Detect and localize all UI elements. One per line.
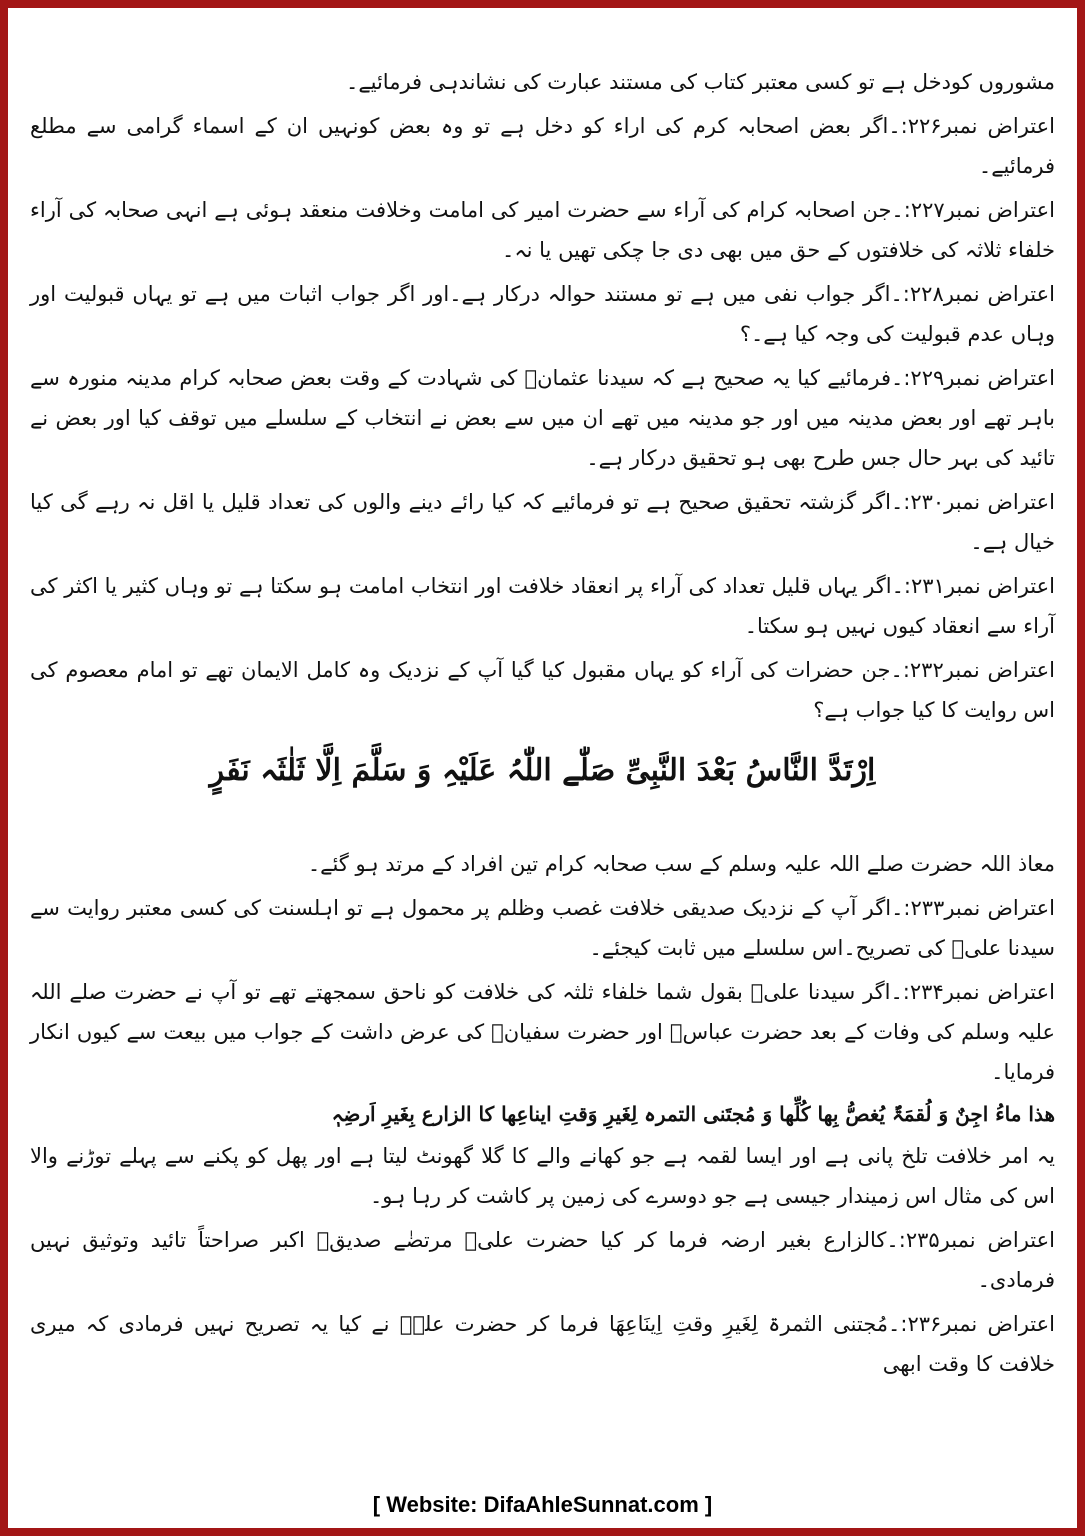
objection-235: اعتراض نمبر۲۳۵:۔کالزارع بغیر ارضہ فرما کر کیا حضرت علیؓ مرتضٰے صدیقؓ اکبر صراحتاً تائید وتوثیق نہیں فرمادی۔	[30, 1228, 1055, 1292]
document-body	[22, 62, 1063, 1484]
translation-note: معاذ اللہ حضرت صلے اللہ علیہ وسلم کے سب صحابہ کرام تین افراد کے مرتد ہو گئے۔	[307, 852, 1055, 876]
objection-230: اعتراض نمبر۲۳۰:۔اگر گزشتہ تحقیق صحیح ہے تو فرمائیے کہ کیا رائے دینے والوں کی تعداد قلیل یا اقل نہ رہے گی کیا خیال ہے۔	[30, 490, 1055, 554]
arabic-saying: ھذا ماءُ اجِنٌ وَ لُقمَۃٌ یُغصُّ بِھا کُلِّھا وَ مُجتَنی التمرہ لِغَیرِ وَقتِ ایناعِھا کا الزارع بِغَیرِ اَرضِہٖ	[331, 1102, 1055, 1126]
arabic-quote: اِرْتَدَّ النَّاسُ بَعْدَ النَّبِیِّ صَلّٰے اللّٰہُ عَلَیْہِ وَ سَلَّمَ اِلَّا ثَلٰثَہ نَفَرٍ	[209, 753, 876, 788]
objection-227: اعتراض نمبر۲۲۷:۔جن اصحابہ کرام کی آراء سے حضرت امیر کی امامت وخلافت منعقد ہوئی ہے انہی صحابہ کی آراء خلفاء ثلاثہ کی خلافتوں کے حق میں بھی دی جا چکی تھیں یا نہ۔	[30, 198, 1055, 262]
objection-236: اعتراض نمبر۲۳۶:۔مُجتنی الثمرۃ لِغَیرِ وقتِ اِینَاعِھَا فرما کر حضرت علےؓ نے کیا یہ تصریح نہیں فرمادی کہ میری خلافت کا وقت ابھی	[30, 1312, 1055, 1376]
objection-228: اعتراض نمبر۲۲۸:۔اگر جواب نفی میں ہے تو مستند حوالہ درکار ہے۔اور اگر جواب اثبات میں ہے تو یہاں قبولیت اور وہاں عدم قبولیت کی وجہ کیا ہے۔؟	[30, 282, 1055, 346]
objection-231: اعتراض نمبر۲۳۱:۔اگر یہاں قلیل تعداد کی آراء پر انعقاد خلافت اور انتخاب امامت ہو سکتا ہے تو وہاں کثیر یا اکثر کی آراء سے انعقاد کیوں نہیں ہو سکتا۔	[30, 574, 1055, 638]
objection-232: اعتراض نمبر۲۳۲:۔جن حضرات کی آراء کو یہاں مقبول کیا گیا آپ کے نزدیک وہ کامل الایمان تھے تو امام معصوم کی اس روایت کا کیا جواب ہے؟	[30, 658, 1055, 722]
objection-229: اعتراض نمبر۲۲۹:۔فرمائیے کیا یہ صحیح ہے کہ سیدنا عثمانؓ کی شہادت کے وقت بعض صحابہ کرام مدینہ منورہ سے باہر تھے اور بعض مدینہ میں اور جو مدینہ میں تھے ان میں سے بعض نے انتخاب کے سلسلے میں توقف کیا اور بعض نے تائید کی بہر حال جس طرح بھی ہو تحقیق درکار ہے۔	[30, 366, 1055, 470]
objection-233: اعتراض نمبر۲۳۳:۔اگر آپ کے نزدیک صدیقی خلافت غصب وظلم پر محمول ہے تو اہلسنت کی کسی معتبر روایت سے سیدنا علیؓ کی تصریح۔اس سلسلے میں ثابت کیجئے۔	[30, 896, 1055, 960]
paragraph: مشوروں کودخل ہے تو کسی معتبر کتاب کی مستند عبارت کی نشاندہی فرمائیے۔	[346, 70, 1055, 94]
objection-226: اعتراض نمبر۲۲۶:۔اگر بعض اصحابہ کرم کی اراء کو دخل ہے تو وہ بعض کونہیں ان کے اسماء گرامی سے مطلع فرمائیے۔	[30, 114, 1055, 178]
objection-234: اعتراض نمبر۲۳۴:۔اگر سیدنا علیؓ بقول شما خلفاء ثلثہ کی خلافت کو ناحق سمجھتے تھے تو آپ نے حضرت صلے اللہ علیہ وسلم کی وفات کے بعد حضرت عباسؓ اور حضرت سفیانؓ کی عرض داشت کے جواب میں بیعت سے کیوں انکار فرمایا۔	[30, 980, 1055, 1084]
saying-translation: یہ امر خلافت تلخ پانی ہے اور ایسا لقمہ ہے جو کھانے والے کا گلا گھونٹ لیتا ہے اور پھل کو پکنے سے پہلے توڑنے والا اس کی مثال اس زمیندار جیسی ہے جو دوسرے کی زمین پر کاشت کر رہا ہو۔	[30, 1144, 1055, 1208]
website-footer: [ Website: DifaAhleSunnat.com ]	[372, 1492, 713, 1517]
